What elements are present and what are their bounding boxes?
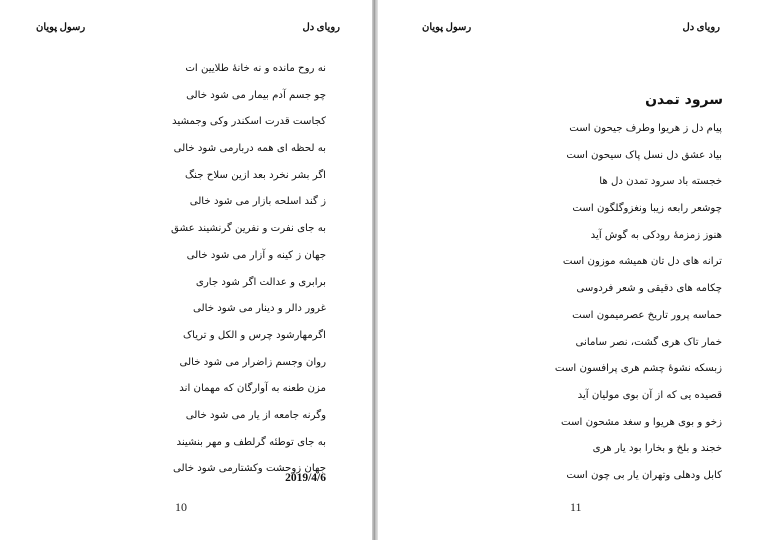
poem-line: اگرمهارشود چرس و الکل و تریاک xyxy=(183,329,326,341)
right-poem xyxy=(555,122,722,496)
poem-line: کابل ودهلی وتهران یار بی چون است xyxy=(566,469,722,481)
left-page-header-author: رسول پویان xyxy=(36,22,86,33)
poem-line: زخو و بوی هریوا و سغد مشحون است xyxy=(560,416,722,428)
poem-line: جهان زوحشت وکشتارمی شود خالی xyxy=(173,463,326,475)
poem-line: خجند و بلخ و بخارا بود یار هری xyxy=(592,443,722,455)
poem-line: به جای توطئه گرلطف و مهر بنشیند xyxy=(176,436,326,448)
left-page-header-title: رویای دل xyxy=(302,22,340,33)
poem-line: هنوز زمزمهٔ رودکی به گوش آید xyxy=(590,229,722,241)
right-page-header-author: رسول پویان xyxy=(422,22,472,33)
left-page-number: 10 xyxy=(175,500,187,514)
poem-line: به جای نفرت و نفرین گرنشیند عشق xyxy=(171,223,326,235)
poem-line: نه روح مانده و نه خانهٔ طلایین ات xyxy=(185,63,326,74)
poem-title: سرود تمدن xyxy=(645,92,723,108)
poem-line: وگرنه جامعه از یار می شود خالی xyxy=(185,409,326,421)
poem-line: خجسته باد سرود تمدن دل ها xyxy=(599,176,722,188)
poem-line: برابری و عدالت اگر شود جاری xyxy=(195,276,326,288)
poem-line: به لحظه ای همه دربارمی شود خالی xyxy=(173,143,326,155)
poem-line: زبسکه نشوهٔ چشم هری پرافسون است xyxy=(554,363,722,375)
left-poem xyxy=(171,62,326,489)
poem-line: روان وجسم زاضرار می شود خالی xyxy=(179,356,326,368)
poem-date: 2019/4/6 xyxy=(285,472,326,484)
poem-line: اگر بشر نخرد بعد ازین سلاح جنگ xyxy=(185,169,326,181)
poem-line: چکامه های دقیقی و شعر فردوسی xyxy=(576,283,722,295)
poem-line: غرور دالر و دینار می شود خالی xyxy=(193,303,326,315)
poem-line: ترانه های دل تان همیشه موزون است xyxy=(562,256,722,268)
poem-line: چو جسم آدم بیمار می شود خالی xyxy=(186,89,326,101)
poem-line: مزن طعنه به آوارگان که مهمان اند xyxy=(179,383,326,395)
right-page-header-title: رویای دل xyxy=(682,22,720,33)
poem-line: جهان ز کینه و آزار می شود خالی xyxy=(186,249,326,261)
poem-line: حماسه پرور تاریخ عصرمیمون است xyxy=(572,309,722,321)
poem-line: بیاد عشق دل نسل پاک سیحون است xyxy=(566,149,722,161)
poem-line: چوشعر رابعه زیبا ونغزوگلگون است xyxy=(572,203,722,215)
poem-line: پیام دل ز هریوا وطرف جیحون است xyxy=(569,123,722,134)
left-page xyxy=(0,0,372,540)
right-page-number: 11 xyxy=(570,500,582,514)
right-page xyxy=(378,0,768,540)
poem-line: قصیده یی که از آن بوی مولیان آید xyxy=(577,389,722,401)
poem-line: خمار تاک هری گشت، نصر سامانی xyxy=(575,336,722,348)
poem-line: ز گند اسلحه بازار می شود خالی xyxy=(189,196,326,208)
poem-line: کجاست قدرت اسکندر وکی وجمشید xyxy=(172,116,326,128)
